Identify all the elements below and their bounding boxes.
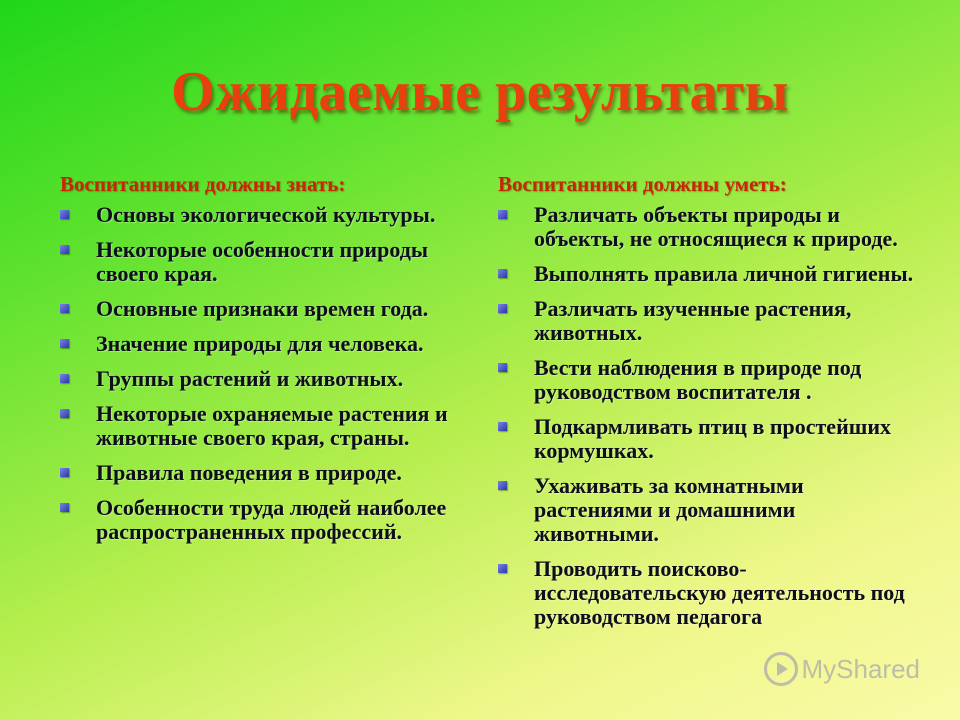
square-bullet-icon xyxy=(60,245,69,254)
list-item: Ухаживать за комнатными растениями и домашними животными. xyxy=(498,474,918,546)
list-item: Основы экологической культуры. xyxy=(60,203,465,227)
square-bullet-icon xyxy=(498,363,507,372)
left-column xyxy=(60,172,465,555)
list-item: Некоторые охраняемые растения и животные своего края, страны. xyxy=(60,402,465,450)
list-item: Проводить поисково-исследовательскую деятельность под руководством педагога xyxy=(498,557,918,629)
list-item: Правила поведения в природе. xyxy=(60,461,465,485)
square-bullet-icon xyxy=(60,374,69,383)
square-bullet-icon xyxy=(60,210,69,219)
list-item: Вести наблюдения в природе под руководством воспитателя . xyxy=(498,356,918,404)
slide-title: Ожидаемые результаты xyxy=(171,61,789,123)
list-item: Различать объекты природы и объекты, не относящиеся к природе. xyxy=(498,203,918,251)
list-item: Значение природы для человека. xyxy=(60,332,465,356)
list-item: Различать изученные растения, животных. xyxy=(498,297,918,345)
square-bullet-icon xyxy=(498,564,507,573)
square-bullet-icon xyxy=(60,409,69,418)
right-column xyxy=(498,172,918,640)
watermark xyxy=(764,652,921,686)
square-bullet-icon xyxy=(60,503,69,512)
play-logo-icon xyxy=(764,652,798,686)
list-item: Основные признаки времен года. xyxy=(60,297,465,321)
list-item: Выполнять правила личной гигиены. xyxy=(498,262,918,286)
list-item: Некоторые особенности природы своего края. xyxy=(60,238,465,286)
list-item: Подкармливать птиц в простейших кормушках. xyxy=(498,415,918,463)
left-column-heading: Воспитанники должны знать: xyxy=(60,172,346,196)
right-column-heading: Воспитанники должны уметь: xyxy=(498,172,787,196)
square-bullet-icon xyxy=(60,339,69,348)
left-list xyxy=(60,203,465,544)
square-bullet-icon xyxy=(498,422,507,431)
square-bullet-icon xyxy=(60,304,69,313)
square-bullet-icon xyxy=(498,269,507,278)
list-item: Группы растений и животных. xyxy=(60,367,465,391)
square-bullet-icon xyxy=(498,210,507,219)
square-bullet-icon xyxy=(60,468,69,477)
watermark-text: MyShared xyxy=(801,653,920,684)
list-item: Особенности труда людей наиболее распространенных профессий. xyxy=(60,496,465,544)
square-bullet-icon xyxy=(498,481,507,490)
right-list xyxy=(498,203,918,629)
square-bullet-icon xyxy=(498,304,507,313)
